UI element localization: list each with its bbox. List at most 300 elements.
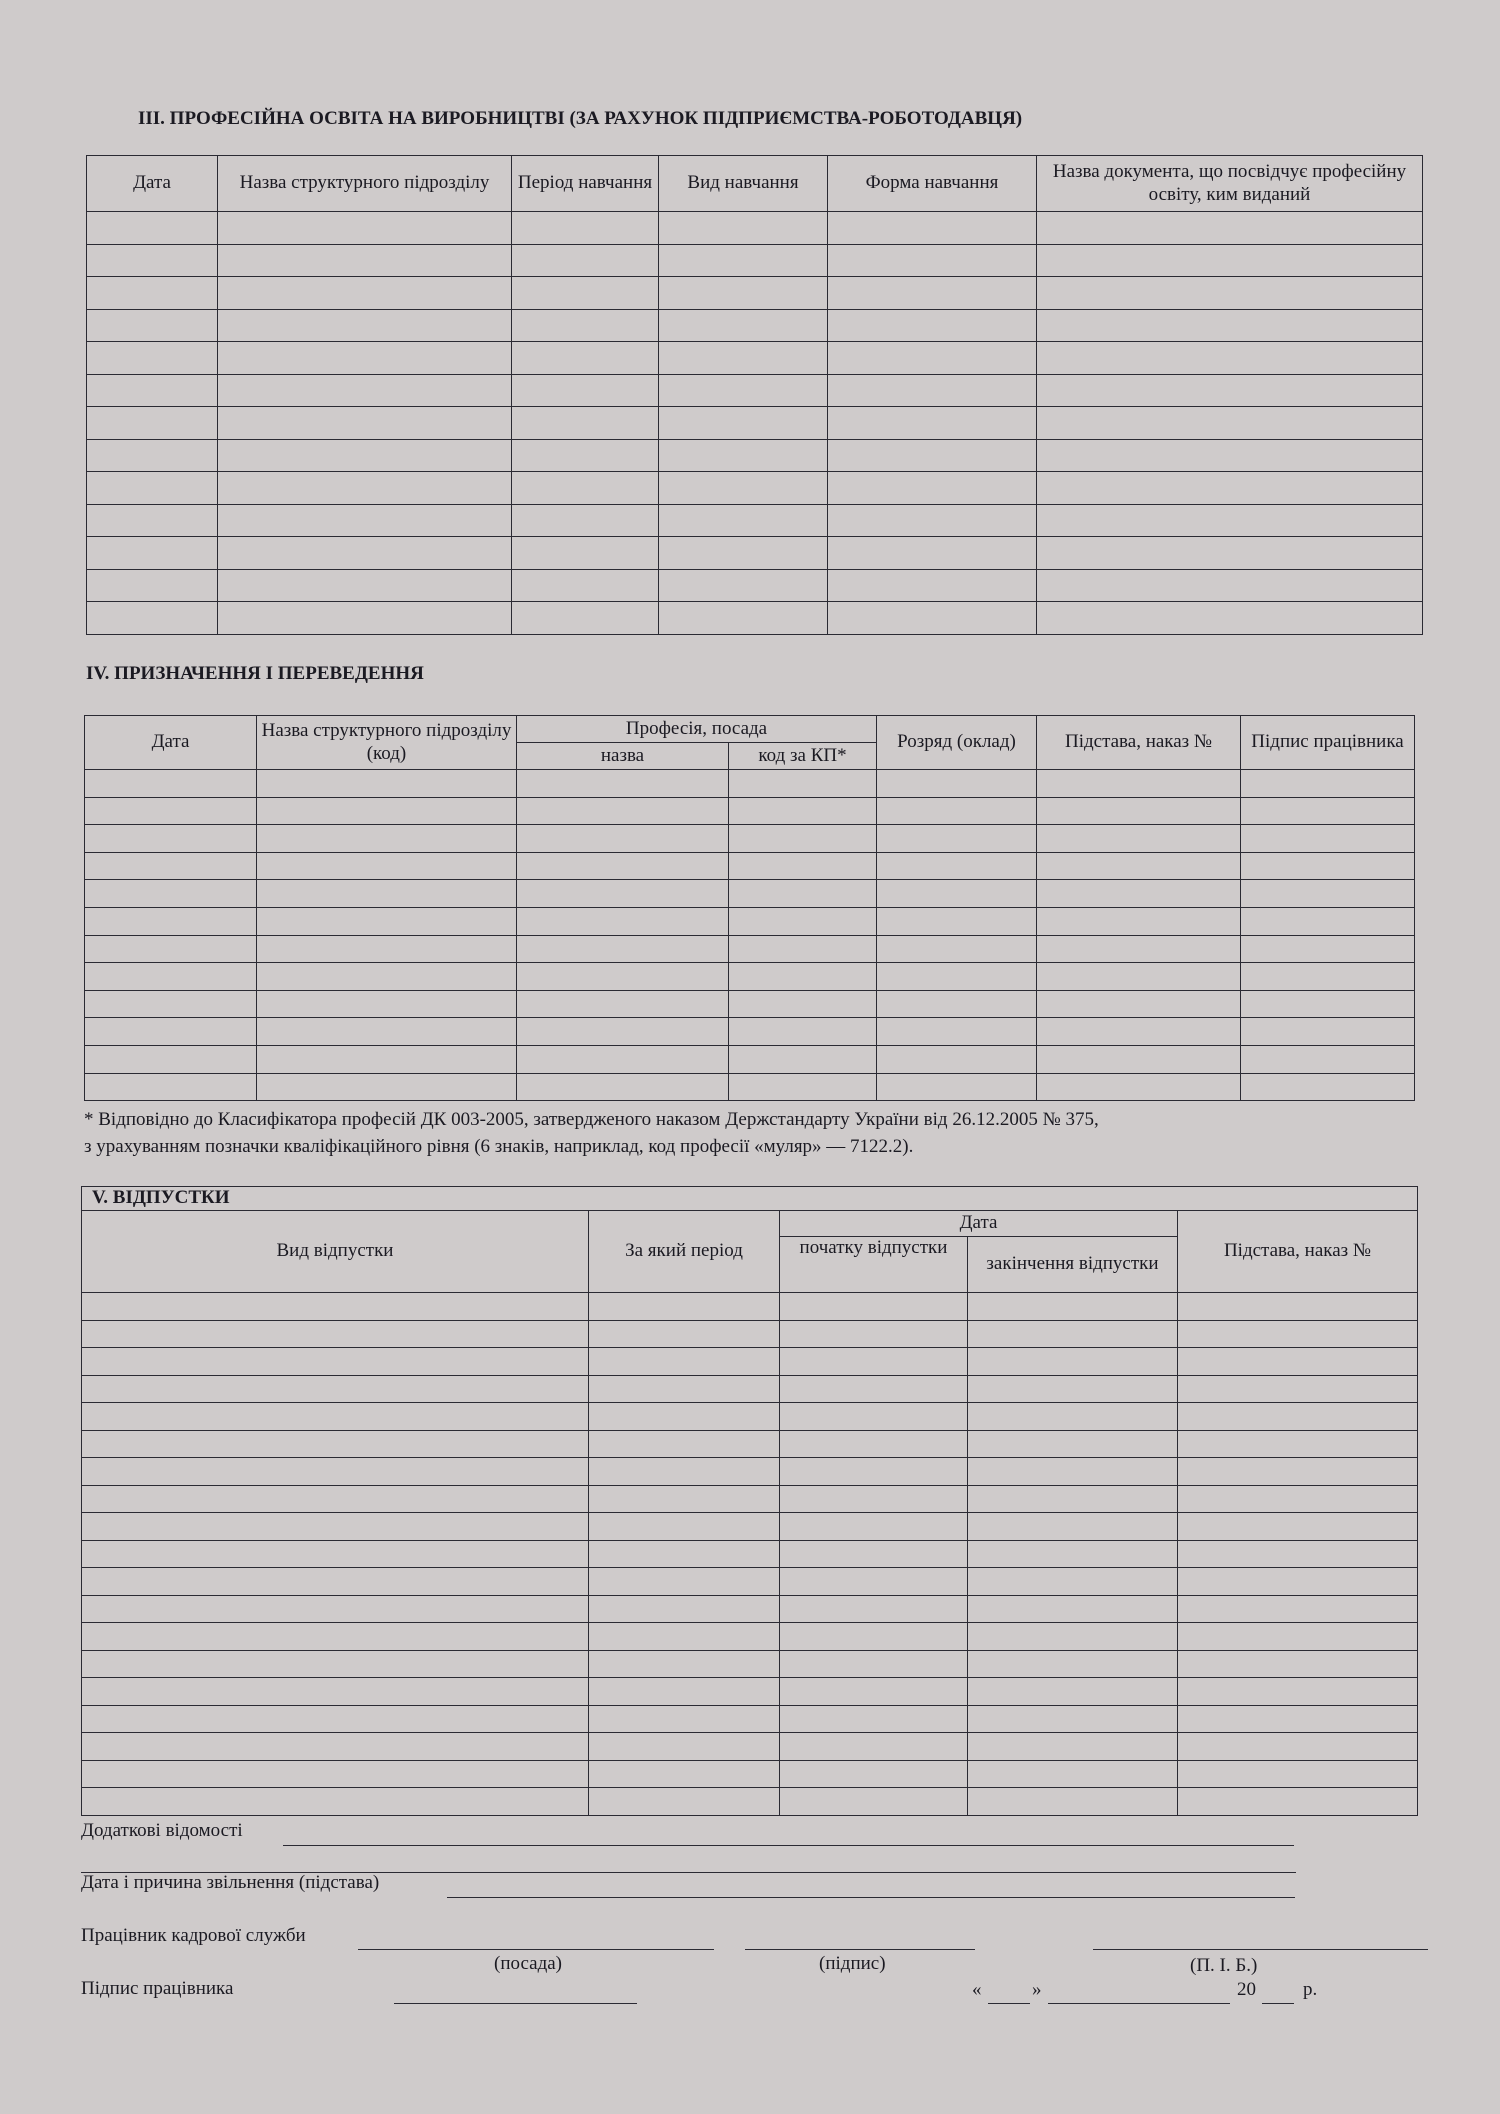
table-cell[interactable] — [82, 1788, 589, 1816]
table-cell[interactable] — [82, 1513, 589, 1541]
table-cell[interactable] — [512, 472, 659, 505]
employee-signature-line[interactable] — [394, 2003, 637, 2004]
table-cell[interactable] — [517, 770, 729, 798]
table-cell[interactable] — [780, 1348, 968, 1376]
table-cell[interactable] — [512, 569, 659, 602]
table-row — [82, 1623, 1418, 1651]
date-day-line[interactable] — [988, 2003, 1030, 2004]
table-cell[interactable] — [87, 602, 218, 635]
table-cell[interactable] — [877, 1045, 1037, 1073]
hr-worker-label: Працівник кадрової служби — [81, 1925, 306, 1946]
table-cell[interactable] — [512, 602, 659, 635]
table-cell[interactable] — [1037, 907, 1241, 935]
table-cell[interactable] — [1037, 504, 1423, 537]
table-cell[interactable] — [828, 569, 1037, 602]
table-row — [82, 1650, 1418, 1678]
table-cell[interactable] — [82, 1623, 589, 1651]
table-cell[interactable] — [1241, 1018, 1415, 1046]
table-cell[interactable] — [257, 880, 517, 908]
table-cell[interactable] — [1178, 1540, 1418, 1568]
table-cell[interactable] — [257, 797, 517, 825]
table-cell[interactable] — [257, 935, 517, 963]
table-cell[interactable] — [877, 963, 1037, 991]
table-cell[interactable] — [780, 1485, 968, 1513]
table-cell[interactable] — [589, 1623, 780, 1651]
table-cell[interactable] — [1037, 602, 1423, 635]
table-cell[interactable] — [780, 1430, 968, 1458]
table-cell[interactable] — [589, 1788, 780, 1816]
table-cell[interactable] — [1241, 990, 1415, 1018]
table-cell[interactable] — [1037, 537, 1423, 570]
col-unit: Назва структурного підрозділу (код) — [257, 716, 517, 770]
table-cell[interactable] — [968, 1348, 1178, 1376]
table-cell[interactable] — [1241, 935, 1415, 963]
table-cell[interactable] — [1037, 1073, 1241, 1101]
additional-info-label: Додаткові відомості — [81, 1820, 243, 1841]
table-cell[interactable] — [257, 1018, 517, 1046]
table-cell[interactable] — [82, 1485, 589, 1513]
table-cell[interactable] — [780, 1540, 968, 1568]
table-cell[interactable] — [87, 439, 218, 472]
table-cell[interactable] — [517, 825, 729, 853]
table-cell[interactable] — [1037, 1045, 1241, 1073]
table-cell[interactable] — [1037, 1018, 1241, 1046]
table-cell[interactable] — [1037, 770, 1241, 798]
table-cell[interactable] — [780, 1733, 968, 1761]
table-cell[interactable] — [589, 1485, 780, 1513]
col-vacation-type: Вид відпустки — [82, 1211, 589, 1293]
table-cell[interactable] — [659, 342, 828, 375]
table-cell[interactable] — [968, 1513, 1178, 1541]
table-cell[interactable] — [218, 374, 512, 407]
table-cell[interactable] — [1037, 569, 1423, 602]
table-cell[interactable] — [659, 472, 828, 505]
table-cell[interactable] — [780, 1403, 968, 1431]
table-cell[interactable] — [968, 1788, 1178, 1816]
table-row — [85, 797, 1415, 825]
table-cell[interactable] — [1037, 374, 1423, 407]
table-cell[interactable] — [828, 212, 1037, 245]
table-cell[interactable] — [589, 1375, 780, 1403]
table-cell[interactable] — [828, 439, 1037, 472]
table-cell[interactable] — [218, 569, 512, 602]
dismissal-line[interactable] — [447, 1897, 1295, 1898]
table-cell[interactable] — [517, 880, 729, 908]
table-cell[interactable] — [729, 1045, 877, 1073]
table-row — [82, 1403, 1418, 1431]
table-cell[interactable] — [257, 907, 517, 935]
table-cell[interactable] — [1178, 1678, 1418, 1706]
table-cell[interactable] — [968, 1623, 1178, 1651]
table-row — [82, 1458, 1418, 1486]
table-cell[interactable] — [968, 1540, 1178, 1568]
table-cell[interactable] — [968, 1678, 1178, 1706]
table-row — [82, 1348, 1418, 1376]
hr-position-line[interactable] — [358, 1949, 714, 1950]
table-cell[interactable] — [968, 1760, 1178, 1788]
table-cell[interactable] — [517, 1073, 729, 1101]
col-basis: Підстава, наказ № — [1178, 1211, 1418, 1293]
table-cell[interactable] — [85, 1045, 257, 1073]
table-cell[interactable] — [659, 504, 828, 537]
table-cell[interactable] — [729, 1073, 877, 1101]
table-cell[interactable] — [257, 963, 517, 991]
table-cell[interactable] — [877, 852, 1037, 880]
table-cell[interactable] — [82, 1650, 589, 1678]
table-cell[interactable] — [659, 537, 828, 570]
table-row — [85, 935, 1415, 963]
table-cell[interactable] — [1241, 880, 1415, 908]
table-cell[interactable] — [218, 472, 512, 505]
table-cell[interactable] — [87, 537, 218, 570]
table-cell[interactable] — [218, 602, 512, 635]
table-cell[interactable] — [1241, 852, 1415, 880]
table-cell[interactable] — [729, 880, 877, 908]
table-cell[interactable] — [82, 1293, 589, 1321]
col-profession-name: назва — [517, 743, 729, 770]
table-cell[interactable] — [1037, 935, 1241, 963]
table-cell[interactable] — [512, 342, 659, 375]
table-cell[interactable] — [780, 1568, 968, 1596]
table-cell[interactable] — [85, 1073, 257, 1101]
table-cell[interactable] — [1037, 852, 1241, 880]
table-cell[interactable] — [87, 407, 218, 440]
table-cell[interactable] — [82, 1568, 589, 1596]
table-row — [87, 602, 1423, 635]
footnote-line-1: * Відповідно до Класифікатора професій ДК 003-2005, затвердженого наказом Держстандарту України від 26.12.2005 № 375, — [84, 1109, 1099, 1130]
table-cell[interactable] — [85, 825, 257, 853]
dismissal-label: Дата і причина звільнення (підстава) — [81, 1872, 380, 1893]
table-cell[interactable] — [828, 342, 1037, 375]
table-cell[interactable] — [968, 1595, 1178, 1623]
table-cell[interactable] — [512, 537, 659, 570]
table-cell[interactable] — [828, 277, 1037, 310]
table-cell[interactable] — [729, 1018, 877, 1046]
table-cell[interactable] — [589, 1458, 780, 1486]
table-cell[interactable] — [82, 1595, 589, 1623]
table-row — [87, 342, 1423, 375]
table-cell[interactable] — [1178, 1430, 1418, 1458]
table-cell[interactable] — [780, 1760, 968, 1788]
table-cell[interactable] — [659, 569, 828, 602]
table-cell[interactable] — [877, 990, 1037, 1018]
table-cell[interactable] — [512, 277, 659, 310]
table-cell[interactable] — [659, 212, 828, 245]
table-cell[interactable] — [780, 1320, 968, 1348]
col-document: Назва документа, що посвідчує професійну освіту, ким виданий — [1037, 156, 1423, 212]
table-cell[interactable] — [659, 439, 828, 472]
table-cell[interactable] — [1037, 880, 1241, 908]
appointments-table — [84, 715, 1415, 1101]
table-cell[interactable] — [968, 1650, 1178, 1678]
table-cell[interactable] — [218, 277, 512, 310]
table-cell[interactable] — [257, 990, 517, 1018]
table-cell[interactable] — [1178, 1348, 1418, 1376]
table-cell[interactable] — [512, 309, 659, 342]
table-cell[interactable] — [87, 309, 218, 342]
table-row — [87, 277, 1423, 310]
table-cell[interactable] — [512, 212, 659, 245]
table-cell[interactable] — [1241, 825, 1415, 853]
table-cell[interactable] — [1178, 1595, 1418, 1623]
table-cell[interactable] — [589, 1430, 780, 1458]
table-cell[interactable] — [589, 1540, 780, 1568]
table-cell[interactable] — [82, 1375, 589, 1403]
table-cell[interactable] — [1037, 963, 1241, 991]
table-cell[interactable] — [517, 852, 729, 880]
date-year-line[interactable] — [1262, 2003, 1294, 2004]
table-cell[interactable] — [257, 825, 517, 853]
table-cell[interactable] — [1178, 1375, 1418, 1403]
table-cell[interactable] — [1178, 1623, 1418, 1651]
table-cell[interactable] — [589, 1513, 780, 1541]
table-cell[interactable] — [877, 770, 1037, 798]
table-cell[interactable] — [218, 537, 512, 570]
table-cell[interactable] — [85, 852, 257, 880]
table-cell[interactable] — [85, 1018, 257, 1046]
table-cell[interactable] — [659, 277, 828, 310]
table-cell[interactable] — [85, 907, 257, 935]
table-cell[interactable] — [1037, 990, 1241, 1018]
table-cell[interactable] — [659, 407, 828, 440]
table-cell[interactable] — [1037, 472, 1423, 505]
table-cell[interactable] — [828, 244, 1037, 277]
table-cell[interactable] — [877, 797, 1037, 825]
table-cell[interactable] — [780, 1375, 968, 1403]
table-cell[interactable] — [218, 342, 512, 375]
table-cell[interactable] — [517, 907, 729, 935]
table-cell[interactable] — [85, 880, 257, 908]
date-month-line[interactable] — [1048, 2003, 1230, 2004]
table-cell[interactable] — [82, 1733, 589, 1761]
table-cell[interactable] — [218, 212, 512, 245]
table-cell[interactable] — [828, 504, 1037, 537]
table-cell[interactable] — [659, 374, 828, 407]
table-cell[interactable] — [85, 990, 257, 1018]
table-cell[interactable] — [589, 1678, 780, 1706]
table-cell[interactable] — [87, 277, 218, 310]
table-cell[interactable] — [85, 935, 257, 963]
table-cell[interactable] — [82, 1348, 589, 1376]
table-cell[interactable] — [82, 1403, 589, 1431]
table-cell[interactable] — [729, 935, 877, 963]
table-cell[interactable] — [729, 990, 877, 1018]
table-cell[interactable] — [828, 602, 1037, 635]
table-cell[interactable] — [780, 1293, 968, 1321]
table-cell[interactable] — [589, 1760, 780, 1788]
table-cell[interactable] — [512, 504, 659, 537]
table-cell[interactable] — [257, 1073, 517, 1101]
hr-name-line[interactable] — [1093, 1949, 1428, 1950]
table-row — [85, 770, 1415, 798]
table-cell[interactable] — [659, 244, 828, 277]
table-cell[interactable] — [257, 852, 517, 880]
table-cell[interactable] — [85, 963, 257, 991]
table-cell[interactable] — [1241, 1045, 1415, 1073]
table-cell[interactable] — [218, 244, 512, 277]
table-cell[interactable] — [659, 602, 828, 635]
table-cell[interactable] — [1037, 797, 1241, 825]
table-cell[interactable] — [87, 374, 218, 407]
table-cell[interactable] — [877, 1073, 1037, 1101]
table-cell[interactable] — [1178, 1513, 1418, 1541]
table-cell[interactable] — [512, 439, 659, 472]
table-cell[interactable] — [87, 244, 218, 277]
table-cell[interactable] — [589, 1733, 780, 1761]
table-cell[interactable] — [1178, 1705, 1418, 1733]
table-cell[interactable] — [780, 1650, 968, 1678]
table-cell[interactable] — [589, 1403, 780, 1431]
table-cell[interactable] — [512, 407, 659, 440]
table-cell[interactable] — [1037, 342, 1423, 375]
table-cell[interactable] — [1037, 439, 1423, 472]
table-cell[interactable] — [589, 1650, 780, 1678]
table-cell[interactable] — [968, 1430, 1178, 1458]
table-cell[interactable] — [517, 963, 729, 991]
table-row — [85, 825, 1415, 853]
table-cell[interactable] — [87, 504, 218, 537]
table-cell[interactable] — [1037, 277, 1423, 310]
table-cell[interactable] — [729, 797, 877, 825]
table-cell[interactable] — [512, 244, 659, 277]
table-cell[interactable] — [1241, 770, 1415, 798]
table-cell[interactable] — [828, 374, 1037, 407]
table-cell[interactable] — [1037, 212, 1423, 245]
table-cell[interactable] — [828, 309, 1037, 342]
table-cell[interactable] — [1241, 1073, 1415, 1101]
table-cell[interactable] — [968, 1568, 1178, 1596]
col-training-form: Форма навчання — [828, 156, 1037, 212]
table-cell[interactable] — [968, 1485, 1178, 1513]
table-cell[interactable] — [968, 1705, 1178, 1733]
table-cell[interactable] — [257, 770, 517, 798]
additional-info-line-1[interactable] — [283, 1845, 1294, 1846]
year-prefix: 20 — [1237, 1979, 1256, 2000]
table-cell[interactable] — [1178, 1485, 1418, 1513]
table-cell[interactable] — [1178, 1650, 1418, 1678]
col-unit: Назва структурного підрозділу — [218, 156, 512, 212]
table-cell[interactable] — [877, 825, 1037, 853]
table-cell[interactable] — [780, 1513, 968, 1541]
table-cell[interactable] — [1178, 1458, 1418, 1486]
hr-signature-line[interactable] — [745, 1949, 975, 1950]
table-header-row — [82, 1211, 1418, 1237]
table-cell[interactable] — [218, 407, 512, 440]
table-cell[interactable] — [589, 1595, 780, 1623]
table-cell[interactable] — [589, 1348, 780, 1376]
table-cell[interactable] — [780, 1595, 968, 1623]
table-cell[interactable] — [1178, 1733, 1418, 1761]
table-cell[interactable] — [968, 1458, 1178, 1486]
table-cell[interactable] — [659, 309, 828, 342]
table-cell[interactable] — [589, 1293, 780, 1321]
table-cell[interactable] — [589, 1568, 780, 1596]
section-4-title: IV. ПРИЗНАЧЕННЯ І ПЕРЕВЕДЕННЯ — [86, 663, 424, 684]
table-cell[interactable] — [218, 504, 512, 537]
table-cell[interactable] — [828, 472, 1037, 505]
table-cell[interactable] — [1037, 244, 1423, 277]
table-cell[interactable] — [1178, 1293, 1418, 1321]
table-cell[interactable] — [1178, 1320, 1418, 1348]
table-cell[interactable] — [517, 935, 729, 963]
table-cell[interactable] — [517, 797, 729, 825]
col-training-type: Вид навчання — [659, 156, 828, 212]
table-cell[interactable] — [1241, 797, 1415, 825]
table-cell[interactable] — [968, 1293, 1178, 1321]
table-cell[interactable] — [82, 1760, 589, 1788]
table-cell[interactable] — [828, 537, 1037, 570]
table-cell[interactable] — [82, 1678, 589, 1706]
table-cell[interactable] — [218, 439, 512, 472]
table-cell[interactable] — [218, 309, 512, 342]
table-cell[interactable] — [82, 1458, 589, 1486]
table-cell[interactable] — [968, 1403, 1178, 1431]
table-cell[interactable] — [1178, 1403, 1418, 1431]
table-cell[interactable] — [729, 907, 877, 935]
table-cell[interactable] — [589, 1705, 780, 1733]
table-cell[interactable] — [968, 1733, 1178, 1761]
table-row — [87, 439, 1423, 472]
table-cell[interactable] — [517, 990, 729, 1018]
table-cell[interactable] — [82, 1705, 589, 1733]
col-profession-code: код за КП* — [729, 743, 877, 770]
table-cell[interactable] — [780, 1788, 968, 1816]
table-cell[interactable] — [729, 852, 877, 880]
table-cell[interactable] — [729, 770, 877, 798]
table-cell[interactable] — [780, 1458, 968, 1486]
table-cell[interactable] — [87, 212, 218, 245]
table-cell[interactable] — [512, 374, 659, 407]
table-cell[interactable] — [729, 963, 877, 991]
col-period: Період навчання — [512, 156, 659, 212]
table-cell[interactable] — [877, 907, 1037, 935]
table-cell[interactable] — [1241, 963, 1415, 991]
employee-signature-label: Підпис працівника — [81, 1978, 234, 1999]
table-cell[interactable] — [780, 1705, 968, 1733]
table-cell[interactable] — [589, 1320, 780, 1348]
table-cell[interactable] — [1241, 907, 1415, 935]
table-cell[interactable] — [517, 1018, 729, 1046]
table-cell[interactable] — [1178, 1568, 1418, 1596]
table-cell[interactable] — [85, 797, 257, 825]
table-cell[interactable] — [87, 569, 218, 602]
table-cell[interactable] — [729, 825, 877, 853]
table-cell[interactable] — [877, 1018, 1037, 1046]
table-cell[interactable] — [87, 342, 218, 375]
table-cell[interactable] — [82, 1430, 589, 1458]
table-cell[interactable] — [1037, 407, 1423, 440]
table-cell[interactable] — [1037, 309, 1423, 342]
table-cell[interactable] — [1178, 1788, 1418, 1816]
table-cell[interactable] — [82, 1540, 589, 1568]
table-cell[interactable] — [877, 880, 1037, 908]
table-cell[interactable] — [780, 1678, 968, 1706]
table-cell[interactable] — [968, 1375, 1178, 1403]
table-row — [85, 1045, 1415, 1073]
table-cell[interactable] — [780, 1623, 968, 1651]
table-cell[interactable] — [828, 407, 1037, 440]
table-cell[interactable] — [82, 1320, 589, 1348]
table-cell[interactable] — [517, 1045, 729, 1073]
table-cell[interactable] — [85, 770, 257, 798]
table-cell[interactable] — [1037, 825, 1241, 853]
table-cell[interactable] — [87, 472, 218, 505]
table-cell[interactable] — [257, 1045, 517, 1073]
table-cell[interactable] — [1178, 1760, 1418, 1788]
year-suffix: р. — [1303, 1979, 1318, 2000]
table-cell[interactable] — [968, 1320, 1178, 1348]
table-cell[interactable] — [877, 935, 1037, 963]
